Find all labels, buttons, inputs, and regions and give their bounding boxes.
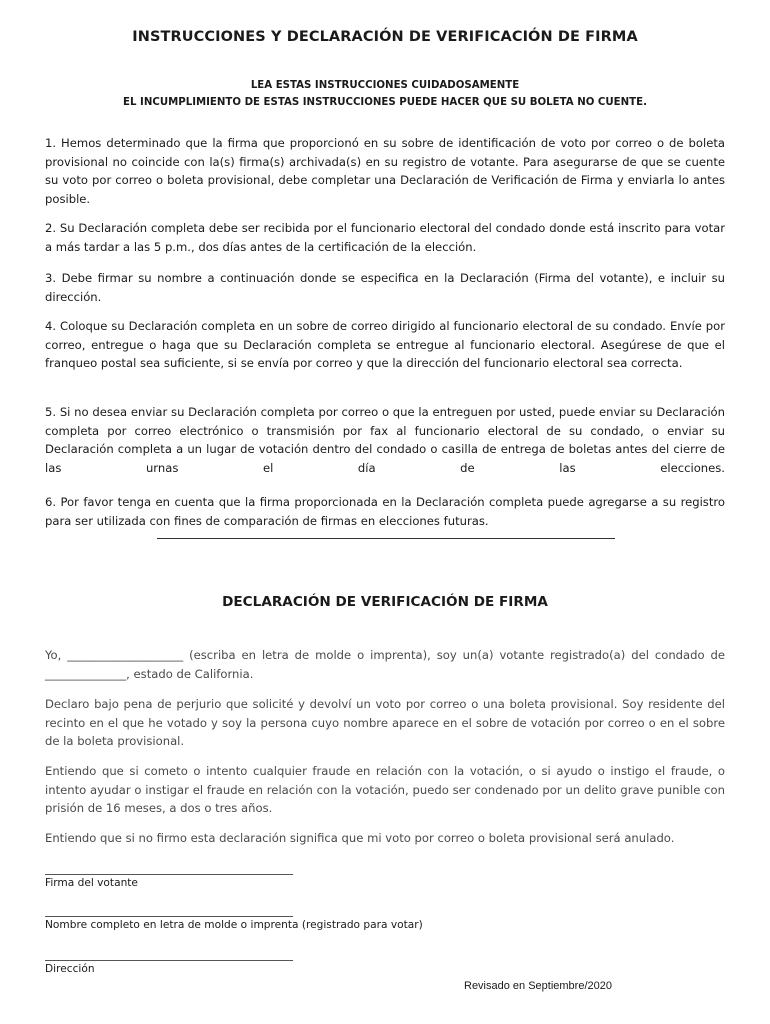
full-name-label: Nombre completo en letra de molde o imprenta (registrado para votar) [45,919,423,931]
address-line[interactable] [45,960,293,961]
page-title: INSTRUCCIONES Y DECLARACIÓN DE VERIFICACIÓN DE FIRMA [132,29,638,45]
instruction-2: 2. Su Declaración completa debe ser recibida por el funcionario electoral del condado donde está inscrito para votar a más tardar a las 5 p.m., dos días antes de la certificación de la elección. [45,221,725,254]
revision-note: Revisado en Septiembre/2020 [464,980,612,992]
declaration-paragraph-perjury: Declaro bajo pena de perjurio que solicité y devolví un voto por correo o una boleta provisional. Soy residente del recinto en el que he votado y soy la persona cuyo nombre aparece en el sobre de votación por correo o en el sobre de la boleta provisional. [45,697,725,748]
full-name-line[interactable] [45,916,293,917]
section-divider [157,538,615,539]
declaration-paragraph-void: Entiendo que si no firmo esta declaración significa que mi voto por correo o boleta provisional será anulado. [45,831,675,845]
address-label: Dirección [45,963,95,975]
instruction-1: 1. Hemos determinado que la firma que proporcionó en su sobre de identificación de voto por correo o de boleta provisional no coincide con la(s) firma(s) archivada(s) en su registro de votante. Para asegurarse de que se cuente su voto por correo o boleta provisional, debe completar una Declaración de Verificación de Firma y enviarla lo antes posible. [45,136,725,206]
declaration-paragraph-identity: Yo, ____________________ (escriba en letra de molde o imprenta), soy un(a) votante registrado(a) del condado de ______________, estado de California. [45,648,725,681]
declaration-paragraph-fraud: Entiendo que si cometo o intento cualquier fraude en relación con la votación, o si ayudo o instigo el fraude, o intento ayudar o instigar el fraude en relación con la votación, puedo ser condenado por un delito grave punible con prisión de 16 meses, a dos o tres años. [45,764,725,815]
declaration-title: DECLARACIÓN DE VERIFICACIÓN DE FIRMA [222,594,548,610]
warning-line-2: EL INCUMPLIMIENTO DE ESTAS INSTRUCCIONES PUEDE HACER QUE SU BOLETA NO CUENTE. [123,97,647,108]
instruction-3: 3. Debe firmar su nombre a continuación donde se especifica en la Declaración (Firma del votante), e incluir su dirección. [45,271,725,304]
instruction-6: 6. Por favor tenga en cuenta que la firma proporcionada en la Declaración completa puede agregarse a su registro para ser utilizada con fines de comparación de firmas en elecciones futuras. [45,495,725,528]
instruction-4: 4. Coloque su Declaración completa en un sobre de correo dirigido al funcionario electoral de su condado. Envíe por correo, entregue o haga que su Declaración completa se entregue al funcionario electoral. Asegúrese de que el franqueo postal sea suficiente, si se envía por correo y que la dirección del funcionario electoral sea correcta. [45,319,725,370]
voter-signature-line[interactable] [45,874,293,875]
warning-line-1: LEA ESTAS INSTRUCCIONES CUIDADOSAMENTE [250,80,520,91]
voter-signature-label: Firma del votante [45,877,138,889]
instruction-5: 5. Si no desea enviar su Declaración completa por correo o que la entreguen por usted, puede enviar su Declaración completa por correo electrónico o transmisión por fax al funcionario electoral de su condado, o enviar su Declaración completa a un lugar de votación dentro del condado o casilla de entrega de boletas antes del cierre de las urnas el día de las elecciones. [45,405,725,475]
